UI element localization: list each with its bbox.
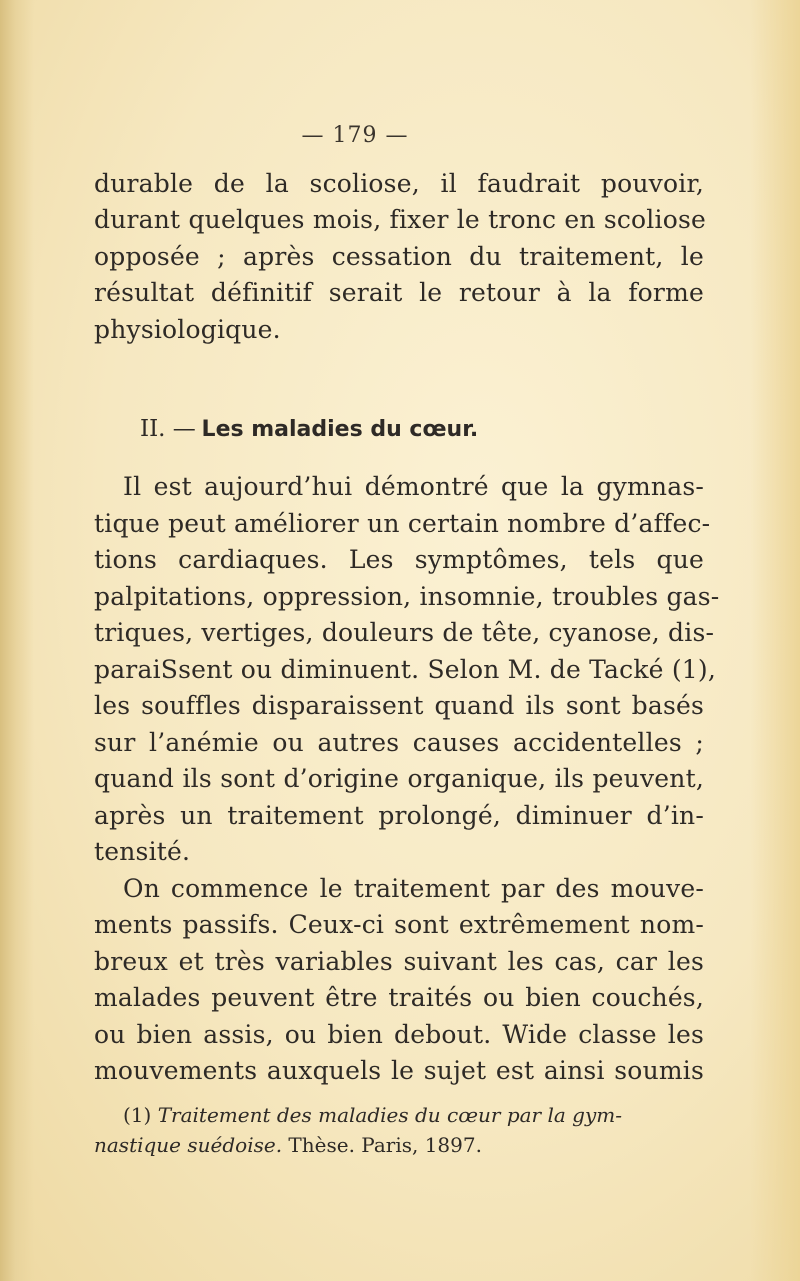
footnote-title-line-2: nastique suédoise.: [94, 1133, 283, 1157]
para3-line-6: mouvements auxquels le sujet est ainsi soumis: [94, 1056, 704, 1085]
para2-line-1: Il est aujourd’hui démontré que la gymnas-: [123, 472, 704, 501]
para1-line-5: physiologique.: [94, 315, 281, 344]
section-title: Les maladies du cœur.: [201, 417, 479, 442]
section-number: II. —: [140, 416, 196, 442]
page-number: — 179 —: [301, 123, 409, 148]
footnote-line-1: [123, 1100, 622, 1130]
footnote-marker: (1): [123, 1103, 152, 1127]
para2-line-8: sur l’anémie ou autres causes accidentelles ;: [94, 728, 704, 757]
para1-line-1: durable de la scoliose, il faudrait pouvoir,: [94, 169, 704, 198]
para2-line-4: palpitations, oppression, insomnie, troubles gas-: [94, 582, 720, 611]
para3-line-4: malades peuvent être traités ou bien couchés,: [94, 983, 704, 1012]
para3-line-2: ments passifs. Ceux-ci sont extrêmement nom-: [94, 910, 704, 939]
page-edge-shadow: [750, 0, 800, 1281]
page-binding-shadow: [0, 0, 34, 1281]
para2-line-7: les souffles disparaissent quand ils sont basés: [94, 691, 704, 720]
para2-line-11: tensité.: [94, 837, 191, 866]
para2-line-3: tions cardiaques. Les symptômes, tels que: [94, 545, 704, 574]
para2-line-10: après un traitement prolongé, diminuer d’in-: [94, 801, 704, 830]
para2-line-6: paraiSsent ou diminuent. Selon M. de Tacké (1),: [94, 655, 716, 684]
footnote-title-line-1: Traitement des maladies du cœur par la gym-: [157, 1103, 622, 1127]
para1-line-3: opposée ; après cessation du traitement, le: [94, 242, 704, 271]
para3-line-5: ou bien assis, ou bien debout. Wide classe les: [94, 1020, 704, 1049]
para2-line-2: tique peut améliorer un certain nombre d’affec-: [94, 509, 711, 538]
para3-line-1: On commence le traitement par des mouve-: [123, 874, 704, 903]
para2-line-9: quand ils sont d’origine organique, ils peuvent,: [94, 764, 704, 793]
footnote-rest: Thèse. Paris, 1897.: [288, 1133, 482, 1157]
para1-line-2: durant quelques mois, fixer le tronc en scoliose: [94, 205, 706, 234]
para3-line-3: breux et très variables suivant les cas, car les: [94, 947, 704, 976]
para2-line-5: triques, vertiges, douleurs de tête, cyanose, dis-: [94, 618, 715, 647]
section-heading: [140, 416, 478, 442]
footnote-line-2: [94, 1130, 482, 1160]
para1-line-4: résultat définitif serait le retour à la forme: [94, 278, 704, 307]
